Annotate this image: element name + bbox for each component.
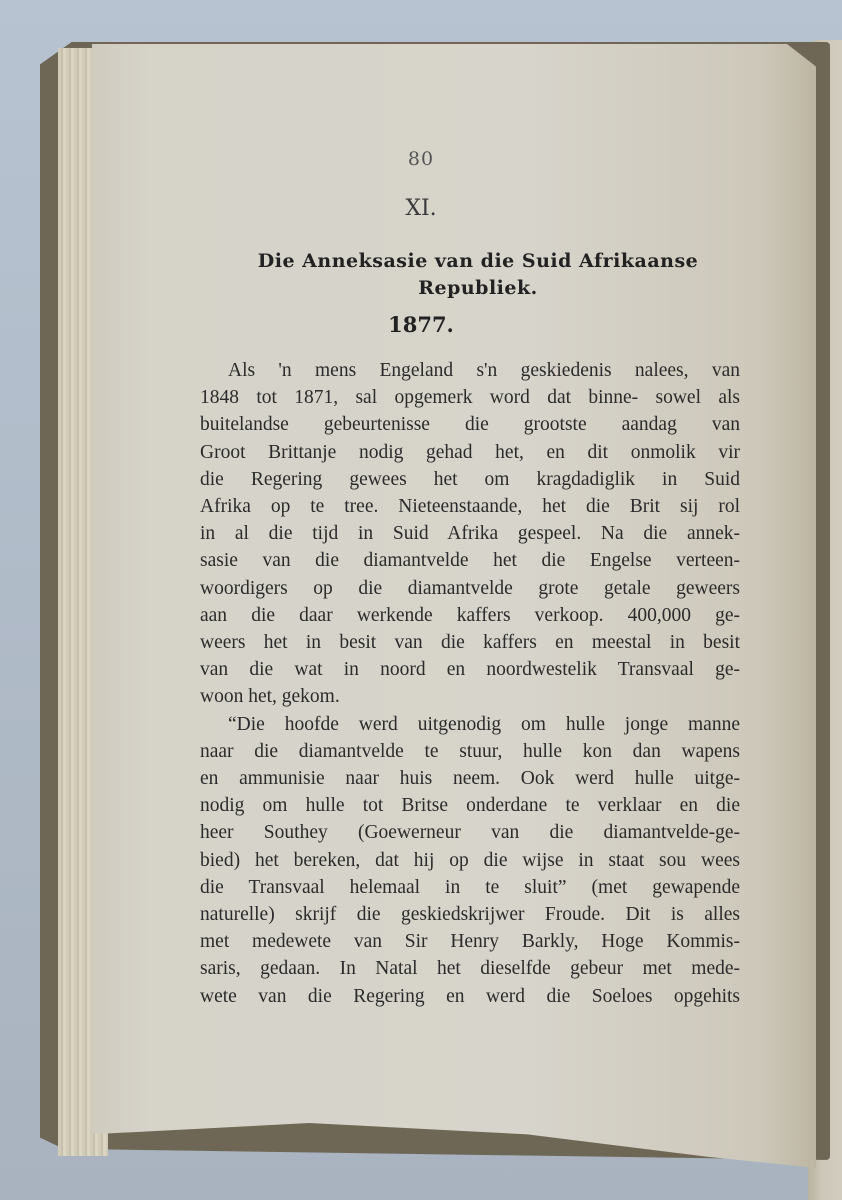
- text-line: wete van die Regering en werd die Soeloes opgehits: [200, 985, 740, 1007]
- text-line: bied) het bereken, dat hij op die wijse in staat sou wees: [200, 849, 740, 871]
- text-line: aan die daar werkende kaffers verkoop. 400,000 ge-: [200, 604, 740, 626]
- text-line: en ammunisie naar huis neem. Ook werd hulle uitge-: [200, 768, 740, 790]
- text-line: die Transvaal helemaal in te sluit” (met gewapende: [200, 876, 740, 898]
- text-line: woordigers op die diamantvelde grote getale geweers: [200, 577, 740, 599]
- text-line: Groot Brittanje nodig gehad het, en dit onmolik vir: [200, 441, 740, 463]
- text-line: Afrika op te tree. Nieteenstaande, het die Brit sij rol: [200, 496, 740, 518]
- chapter-year: 1877.: [388, 312, 454, 337]
- text-line: nodig om hulle tot Britse onderdane te verklaar en die: [200, 795, 740, 817]
- text-line: heer Southey (Goewerneur van die diamantvelde-ge-: [200, 822, 740, 844]
- paragraph-2: [200, 711, 740, 1010]
- title-line-1: Die Anneksasie van die Suid Afrikaanse: [257, 250, 699, 272]
- paragraph-1: [200, 357, 740, 711]
- text-line: saris, gedaan. In Natal het dieselfde gebeur met mede-: [200, 958, 740, 980]
- text-line: sasie van die diamantvelde het die Engelse verteen-: [200, 550, 740, 572]
- text-line: “Die hoofde werd uitgenodig om hulle jonge manne: [228, 713, 740, 735]
- text-line: 1848 tot 1871, sal opgemerk word dat binne- sowel als: [200, 387, 740, 409]
- chapter-numeral: XI.: [405, 196, 437, 221]
- body-text: [200, 357, 740, 1010]
- page-number: 80: [407, 148, 435, 170]
- chapter-title: [228, 248, 728, 302]
- title-line-2: Republiek.: [418, 277, 538, 299]
- text-line: weers het in besit van die kaffers en meestal in besit: [200, 632, 740, 654]
- text-line: van die wat in noord en noordwestelik Transvaal ge-: [200, 659, 740, 681]
- text-line: woon het, gekom.: [200, 686, 340, 708]
- text-line: naar die diamantvelde te stuur, hulle kon dan wapens: [200, 740, 740, 762]
- text-line: die Regering gewees het om kragdadiglik in Suid: [200, 468, 740, 490]
- text-line: naturelle) skrijf die geskiedskrijwer Froude. Dit is alles: [200, 904, 740, 926]
- text-line: met medewete van Sir Henry Barkly, Hoge Kommis-: [200, 931, 740, 953]
- text-line: buitelandse gebeurtenisse die grootste aandag van: [200, 414, 740, 436]
- text-line: Als 'n mens Engeland s'n geskiedenis nalees, van: [228, 360, 740, 381]
- text-line: in al die tijd in Suid Afrika gespeel. Na die annek-: [200, 523, 740, 545]
